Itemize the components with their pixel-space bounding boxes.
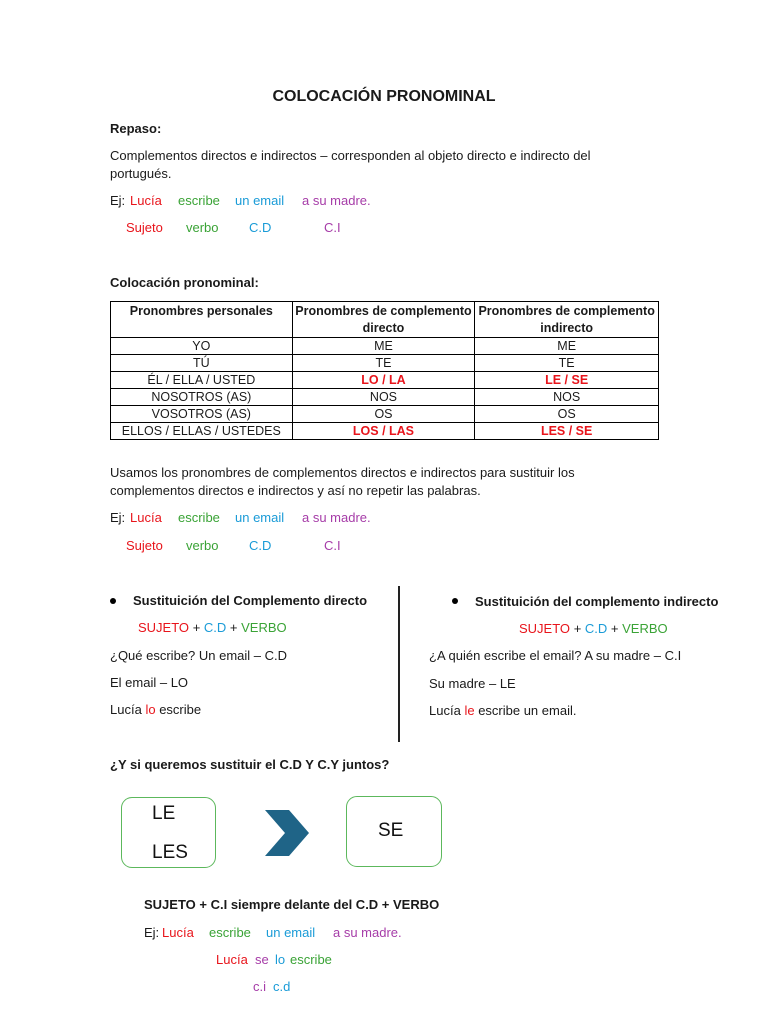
label-ci: C.I	[324, 538, 341, 553]
example-sujeto: Lucía	[130, 193, 162, 208]
label-sujeto: Sujeto	[126, 220, 163, 235]
box-se	[346, 796, 442, 867]
table-row	[111, 355, 659, 372]
formula-sujeto: SUJETO	[138, 620, 190, 635]
table-cell: NOSOTROS (AS)	[111, 389, 293, 406]
example-verbo: escribe	[178, 510, 220, 525]
line2-lucia: Lucía	[216, 952, 248, 967]
label-cd: C.D	[249, 538, 272, 553]
table-row	[111, 406, 659, 423]
example-ci: a su madre.	[302, 510, 371, 525]
table-cell: ELLOS / ELLAS / USTEDES	[111, 423, 293, 440]
line2-lo: lo	[275, 952, 286, 967]
table-cell: ME	[475, 338, 659, 355]
formula-plus: +	[229, 620, 238, 635]
table-cell: VOSOTROS (AS)	[111, 406, 293, 423]
example-prefix: Ej:	[144, 925, 160, 940]
formula-plus: +	[192, 620, 201, 635]
bullet-icon	[110, 598, 116, 604]
table-row	[111, 423, 659, 440]
table-cell-highlight: LO / LA	[292, 372, 475, 389]
table-row	[111, 389, 659, 406]
sust-ci-replacement: Su madre – LE	[429, 676, 516, 691]
table-cell: ME	[292, 338, 475, 355]
line3-cd: c.d	[273, 979, 291, 994]
example-cd: un email	[266, 925, 316, 940]
example-prefix: Ej:	[110, 510, 126, 525]
sust-cd-formula	[138, 620, 287, 635]
table-cell: TÚ	[111, 355, 293, 372]
usamos-paragraph: Usamos los pronombres de complementos directos e indirectos para sustituir los complementos directos e indirectos y así no repetir las palabras.	[110, 465, 575, 498]
table-cell: ÉL / ELLA / USTED	[111, 372, 293, 389]
line2-se: se	[255, 952, 269, 967]
example-verbo: escribe	[178, 193, 220, 208]
table-cell: OS	[475, 406, 659, 423]
table-header-row	[111, 302, 659, 338]
example-prefix: Ej:	[110, 193, 126, 208]
table-row	[111, 338, 659, 355]
sust-ci-question: ¿A quién escribe el email? A su madre – C.I	[429, 648, 682, 663]
sust-cd-replacement: El email – LO	[110, 675, 189, 690]
table-cell-highlight: LES / SE	[475, 423, 659, 440]
rule-text: SUJETO + C.I siempre delante del C.D + VERBO	[144, 897, 440, 912]
sust-ci-example	[429, 703, 576, 718]
example-pronoun: lo	[145, 702, 156, 717]
example-ci: a su madre.	[333, 925, 402, 940]
table-cell: NOS	[292, 389, 475, 406]
example-sujeto: Lucía	[162, 925, 194, 940]
table-cell: NOS	[475, 389, 659, 406]
repaso-heading: Repaso:	[110, 121, 162, 136]
header-indirecto: Pronombres de complemento indirecto	[475, 302, 659, 338]
table-cell: TE	[292, 355, 475, 372]
example-cd: un email	[235, 510, 285, 525]
formula-sujeto: SUJETO	[519, 621, 571, 636]
colocacion-heading: Colocación pronominal:	[110, 275, 259, 290]
header-personales: Pronombres personales	[111, 302, 293, 338]
formula-plus: +	[573, 621, 582, 636]
page-title: COLOCACIÓN PRONOMINAL	[272, 88, 496, 105]
label-verbo: verbo	[186, 538, 219, 553]
line2-escribe: escribe	[290, 952, 332, 967]
example-word: escribe	[159, 702, 202, 717]
box-les-text: LES	[152, 842, 188, 863]
example-word: escribe un email.	[478, 703, 577, 718]
sust-cd-question: ¿Qué escribe? Un email – C.D	[110, 648, 288, 663]
box-le-les	[121, 797, 216, 868]
example-word: Lucía	[429, 703, 461, 718]
table-cell: OS	[292, 406, 475, 423]
label-ci: C.I	[324, 220, 341, 235]
label-verbo: verbo	[186, 220, 219, 235]
formula-verbo: VERBO	[241, 620, 287, 635]
intro-paragraph: Complementos directos e indirectos – corresponden al objeto directo e indirecto del portugués.	[110, 148, 591, 181]
chevron-right-icon	[265, 810, 309, 856]
column-divider	[398, 586, 400, 742]
table-row	[111, 372, 659, 389]
formula-plus: +	[610, 621, 619, 636]
sust-ci-heading: Sustituición del complemento indirecto	[475, 594, 719, 609]
example-word: Lucía	[110, 702, 142, 717]
box-le-text: LE	[152, 803, 176, 824]
formula-cd: C.D	[203, 620, 227, 635]
label-sujeto: Sujeto	[126, 538, 163, 553]
example-cd: un email	[235, 193, 285, 208]
pronoun-table	[110, 301, 659, 440]
bullet-icon	[452, 598, 458, 604]
line3-ci: c.i	[253, 979, 266, 994]
table-cell: TE	[475, 355, 659, 372]
box-se-text: SE	[378, 820, 404, 841]
formula-cd: C.D	[584, 621, 608, 636]
table-cell-highlight: LOS / LAS	[292, 423, 475, 440]
example-pronoun: le	[464, 703, 475, 718]
example-verbo: escribe	[209, 925, 251, 940]
formula-verbo: VERBO	[622, 621, 668, 636]
example-sujeto: Lucía	[130, 510, 162, 525]
header-directo: Pronombres de complemento directo	[292, 302, 475, 338]
label-cd: C.D	[249, 220, 272, 235]
sust-ci-formula	[519, 621, 668, 636]
table-cell: YO	[111, 338, 293, 355]
table-cell-highlight: LE / SE	[475, 372, 659, 389]
juntos-question: ¿Y si queremos sustituir el C.D Y C.Y juntos?	[110, 757, 390, 772]
example-ci: a su madre.	[302, 193, 371, 208]
sust-cd-example	[110, 702, 201, 717]
sust-cd-heading: Sustituición del Complemento directo	[133, 593, 368, 608]
